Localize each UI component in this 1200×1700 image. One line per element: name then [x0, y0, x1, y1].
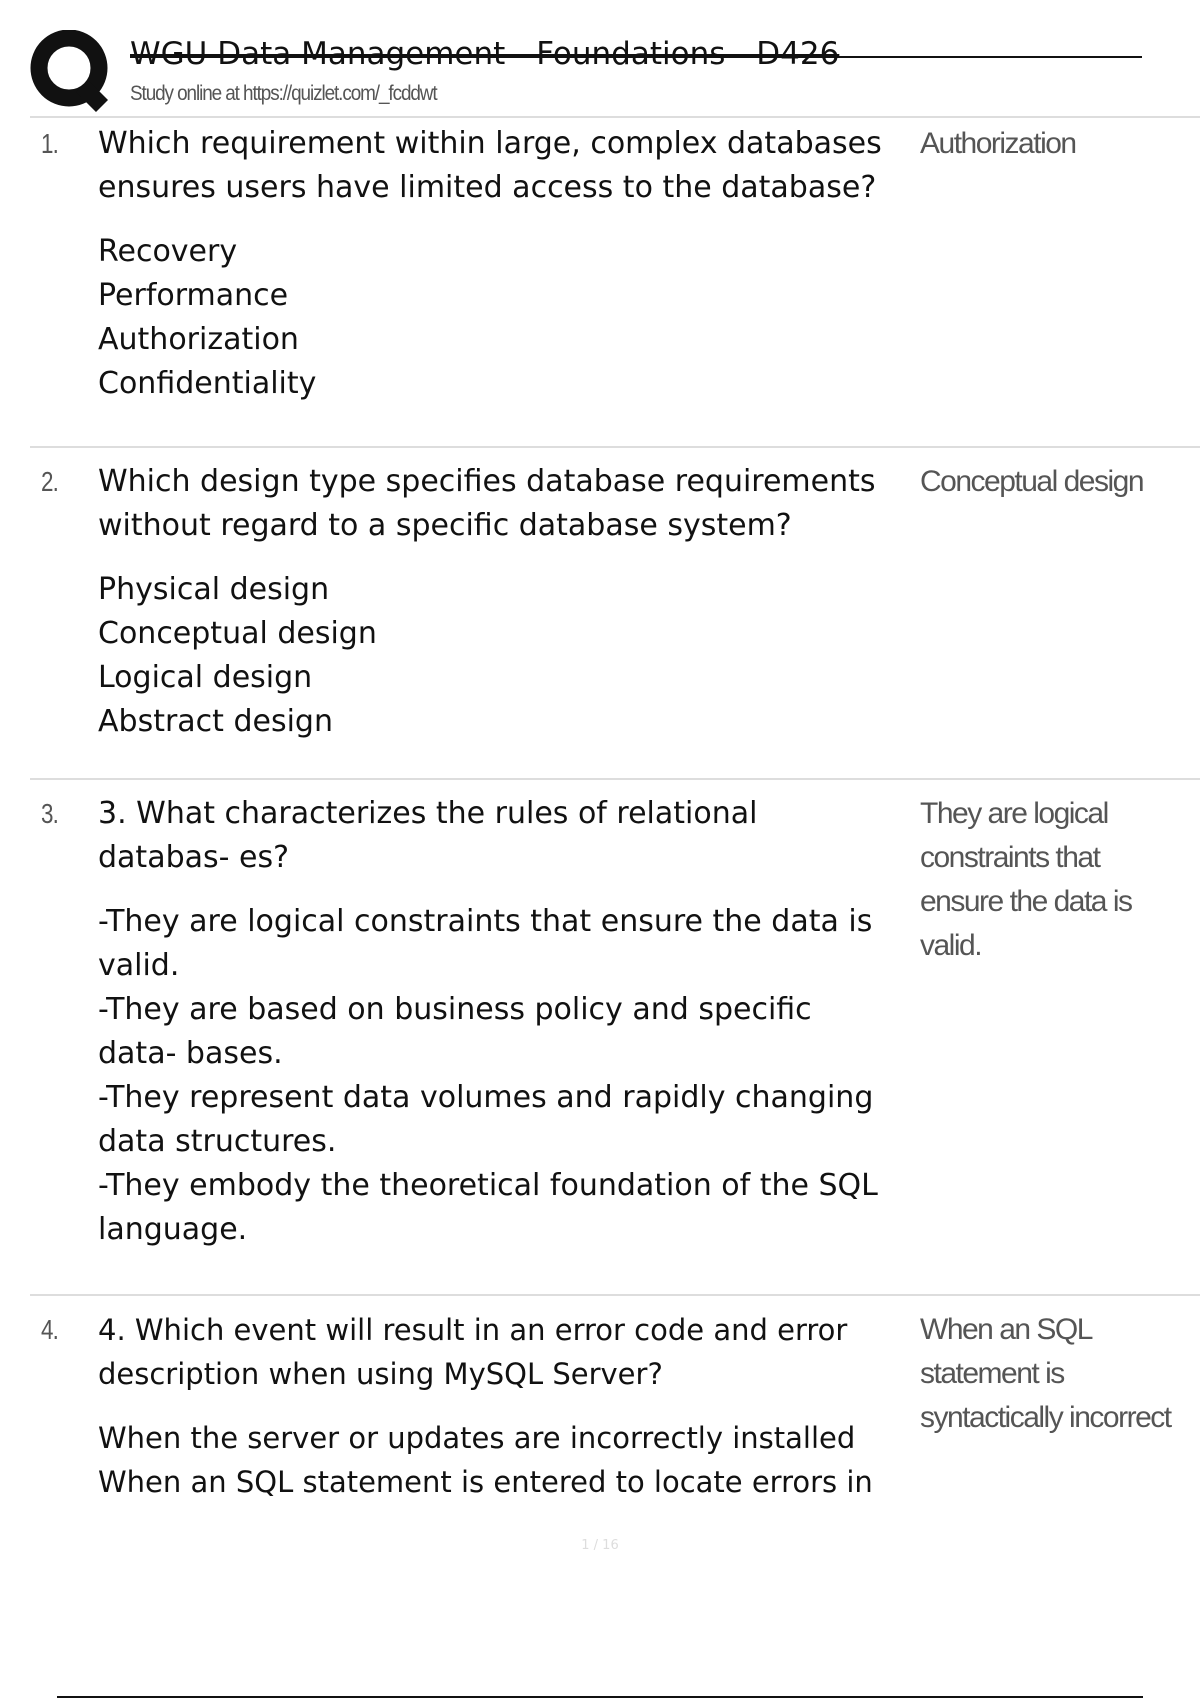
- card-divider: [30, 446, 1200, 448]
- card-number: 1.: [41, 128, 59, 159]
- card-divider: [30, 1294, 1200, 1296]
- option-item: Confidentiality: [98, 366, 317, 401]
- question-text: 3. What characterizes the rules of relational databas- es?: [98, 796, 758, 875]
- card-question: [98, 1308, 978, 1504]
- option-item: Physical design: [98, 572, 330, 607]
- option-item: Recovery: [98, 234, 238, 269]
- question-text: 4. Which event will result in an error code and error description when using MySQL Server?: [98, 1313, 848, 1391]
- question-text: Which design type specifies database requirements without regard to a specific database system?: [98, 464, 876, 543]
- option-item: Performance: [98, 278, 289, 313]
- card-number: 4.: [41, 1314, 59, 1345]
- page-number: 1 / 16: [581, 1538, 619, 1553]
- card-answer: Conceptual design: [920, 465, 1144, 498]
- header-divider: [30, 116, 1200, 118]
- option-item: Logical design: [98, 660, 313, 695]
- option-item: When the server or updates are incorrectly installed: [98, 1421, 856, 1455]
- option-list: [98, 1416, 978, 1504]
- card-answer: They are logical constraints that ensure the data is valid.: [920, 797, 1132, 962]
- document-title: WGU Data Management - Foundations - D426: [130, 36, 840, 72]
- card-question: [98, 460, 918, 744]
- study-online-link[interactable]: Study online at https://quizlet.com/_fcddwt: [130, 82, 437, 105]
- card-answer: Authorization: [920, 127, 1076, 160]
- option-item: Conceptual design: [98, 616, 377, 651]
- footer-rule: [57, 1696, 1143, 1698]
- card-answer: When an SQL statement is syntactically incorrect: [920, 1313, 1171, 1434]
- option-list: [98, 568, 918, 744]
- card-number: 2.: [41, 466, 59, 497]
- card-number: 3.: [41, 798, 59, 829]
- option-item: -They represent data volumes and rapidly changing data structures.: [98, 1080, 874, 1159]
- quizlet-q-logo-icon: [30, 30, 112, 112]
- option-item: -They are based on business policy and specific data- bases.: [98, 992, 812, 1071]
- option-list: [98, 230, 918, 406]
- option-item: Abstract design: [98, 704, 333, 739]
- option-item: When an SQL statement is entered to locate errors in: [98, 1465, 873, 1499]
- option-item: -They are logical constraints that ensure the data is valid.: [98, 904, 873, 983]
- option-item: Authorization: [98, 322, 299, 357]
- option-item: -They embody the theoretical foundation of the SQL language.: [98, 1168, 878, 1247]
- question-text: Which requirement within large, complex databases ensures users have limited access to the database?: [98, 126, 882, 205]
- option-list: [98, 900, 888, 1252]
- page-header: [0, 0, 1200, 118]
- card-question: [98, 122, 918, 406]
- card-question: [98, 792, 888, 1252]
- card-divider: [30, 778, 1200, 780]
